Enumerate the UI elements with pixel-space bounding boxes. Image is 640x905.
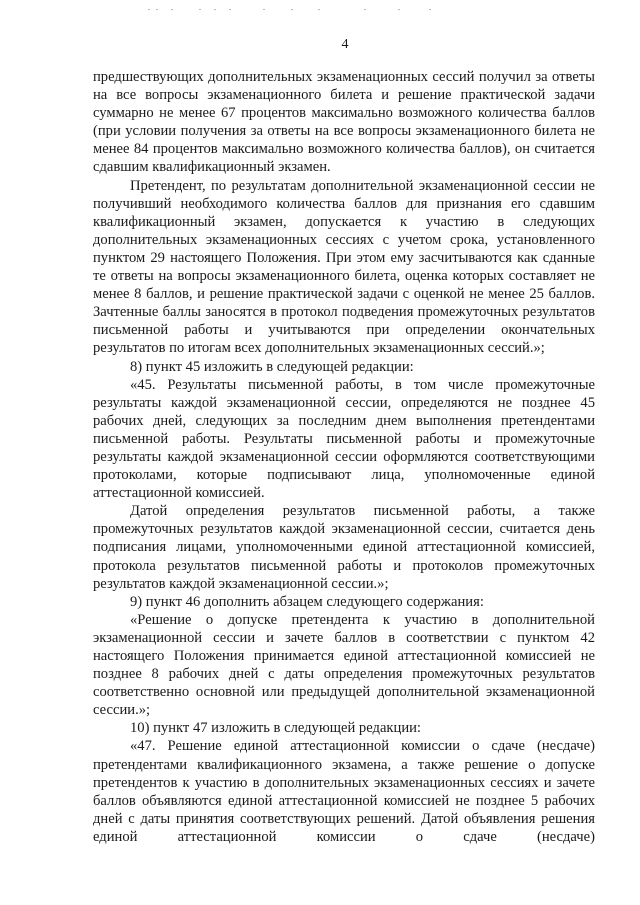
paragraph-continuation: предшествующих дополнительных экзаменационных сессий получил за ответы на все вопросы экзаменационного билета и решение практической задачи суммарно не менее 67 процентов максимально возможного количества баллов (при условии получения за ответы на все вопросы экзаменационного билета не менее 84 процентов максимально возможного количества баллов), он считается сдавшим квалификационный экзамен. (93, 69, 595, 176)
scan-edge-artifact (0, 6, 640, 16)
paragraph-additional-session: Претендент, по результатам дополнительной экзаменационной сессии не получивший необходимого количества баллов для признания его сдавшим квалификационный экзамен, допускается к участию в следующих дополнительных экзаменационных сессиях с учетом срока, установленного пунктом 29 настоящего Положения. При этом ему засчитываются как сданные те ответы на вопросы экзаменационного билета, оценка которых составляет не менее 8 баллов, и решение практической задачи с оценкой не менее 25 баллов. Зачтенные баллы заносятся в протокол подведения промежуточных результатов письменной работы и учитываются при определении окончательных результатов по итогам всех дополнительных экзаменационных сессий.»; (93, 177, 595, 357)
amendment-item-10: 10) пункт 47 изложить в следующей редакции: (130, 720, 421, 737)
paragraph-clause-45-date: Датой определения результатов письменной работы, а также промежуточных результатов каждой экзаменационной сессии, считается день подписания лицами, уполномоченными единой аттестационной комиссией, протокола результатов письменной работы и протоколов промежуточных результатов каждой экзаменационной сессии.»; (93, 503, 595, 592)
amendment-item-9: 9) пункт 46 дополнить абзацем следующего содержания: (130, 593, 484, 610)
page-number: 4 (341, 37, 349, 52)
paragraph-clause-45: «45. Результаты письменной работы, в том числе промежуточные результаты каждой экзаменационной сессии, определяются не позднее 45 рабочих дней, следующих за последним днем выполнения претендентами письменной работы. Результаты письменной работы и промежуточные результаты каждой экзаменационной сессии оформляются соответствующими протоколами, которые подписывают лица, уполномоченные единой аттестационной комиссией. (93, 376, 595, 502)
paragraph-clause-47: «47. Решение единой аттестационной комиссии о сдаче (несдаче) претендентами квалификационного экзамена, а также решение о допуске претендентов к участию в дополнительных экзаменационных сессиях и зачете баллов объявляются единой аттестационной комиссией не позднее 5 рабочих дней с даты принятия соответствующих решений. Датой объявления решения единой аттестационной комиссии о сдаче (несдаче) (93, 738, 595, 845)
paragraph-clause-46-addition: «Решение о допуске претендента к участию в дополнительной экзаменационной сессии и зачете баллов в соответствии с пунктом 42 настоящего Положения принимается единой аттестационной комиссией не позднее 8 рабочих дней с даты определения промежуточных результатов соответственно основной или предыдущей дополнительной экзаменационной сессии.»; (93, 611, 595, 719)
document-body (93, 68, 595, 846)
amendment-item-8: 8) пункт 45 изложить в следующей редакции: (130, 358, 414, 375)
